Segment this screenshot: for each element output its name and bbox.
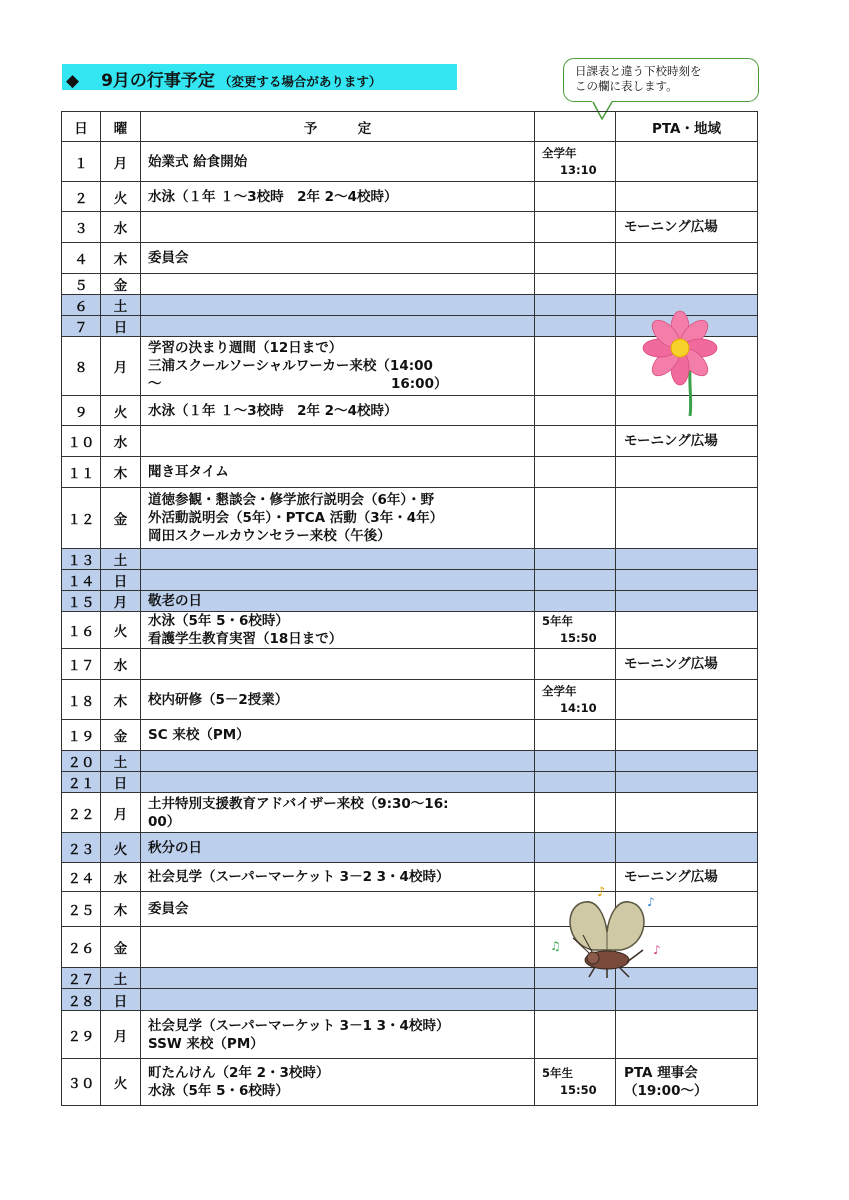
day-cell: １４ <box>62 570 101 591</box>
dismissal-time-cell <box>535 720 616 751</box>
event-cell <box>141 182 535 212</box>
pta-cell <box>616 612 758 649</box>
cell-line: 学習の決まり週間（12日まで） <box>148 340 343 356</box>
pta-cell <box>616 680 758 720</box>
dismissal-time-cell <box>535 570 616 591</box>
cell-line: 聞き耳タイム <box>148 464 229 480</box>
table-row <box>62 570 758 591</box>
weekday-cell: 金 <box>101 927 141 968</box>
pta-cell <box>616 649 758 680</box>
event-cell <box>141 316 535 337</box>
event-cell <box>141 720 535 751</box>
event-cell <box>141 892 535 927</box>
dismissal-time-cell <box>535 1011 616 1059</box>
pta-cell <box>616 142 758 182</box>
table-row <box>62 243 758 274</box>
pta-cell <box>616 591 758 612</box>
day-cell: ７ <box>62 316 101 337</box>
dismissal-time-cell <box>535 243 616 274</box>
weekday-cell: 月 <box>101 1011 141 1059</box>
svg-text:♫: ♫ <box>550 939 561 953</box>
cell-line: 町たんけん（2年 2・3校時） <box>148 1065 330 1081</box>
table-row <box>62 426 758 457</box>
pta-cell <box>616 243 758 274</box>
cell-line: 校内研修（5－2授業） <box>148 691 289 708</box>
event-cell <box>141 396 535 426</box>
weekday-cell: 金 <box>101 488 141 549</box>
weekday-cell: 火 <box>101 833 141 863</box>
weekday-cell: 金 <box>101 720 141 751</box>
day-cell: ３０ <box>62 1059 101 1106</box>
cell-line: ～ 16:00） <box>148 376 448 392</box>
pta-cell <box>616 989 758 1011</box>
weekday-cell: 水 <box>101 426 141 457</box>
diamond-icon: ◆ <box>66 71 80 91</box>
header-dow: 曜 <box>101 112 141 142</box>
day-cell: ２６ <box>62 927 101 968</box>
dismissal-time-cell <box>535 142 616 182</box>
day-cell: １７ <box>62 649 101 680</box>
cell-line: 水泳（１年 １～3校時 2年 2～4校時） <box>148 402 398 419</box>
cell-line: 5年生 <box>542 1066 574 1080</box>
table-row <box>62 457 758 488</box>
cell-line: 水泳（5年 5・6校時） <box>148 613 289 629</box>
cell-line: 5年年 <box>542 614 574 628</box>
table-row <box>62 793 758 833</box>
dismissal-time-cell <box>535 591 616 612</box>
event-cell <box>141 772 535 793</box>
pta-cell <box>616 488 758 549</box>
pta-cell <box>616 793 758 833</box>
pta-cell <box>616 751 758 772</box>
day-cell: １ <box>62 142 101 182</box>
cell-line: 13:10 <box>560 162 597 177</box>
title-note: （変更する場合があります） <box>218 74 382 89</box>
weekday-cell: 日 <box>101 772 141 793</box>
cell-line: モーニング広場 <box>624 219 718 235</box>
cell-line: モーニング広場 <box>624 656 718 672</box>
table-row <box>62 989 758 1011</box>
weekday-cell: 火 <box>101 612 141 649</box>
table-row <box>62 591 758 612</box>
title-main: 9月の行事予定 <box>101 71 215 91</box>
day-cell: ２５ <box>62 892 101 927</box>
event-cell <box>141 142 535 182</box>
weekday-cell: 火 <box>101 396 141 426</box>
weekday-cell: 月 <box>101 142 141 182</box>
weekday-cell: 木 <box>101 680 141 720</box>
event-cell <box>141 549 535 570</box>
header-time <box>535 112 616 142</box>
day-cell: ２８ <box>62 989 101 1011</box>
event-cell <box>141 591 535 612</box>
dismissal-time-cell <box>535 612 616 649</box>
cell-line: 14:10 <box>560 700 597 715</box>
pta-cell <box>616 426 758 457</box>
event-cell <box>141 680 535 720</box>
cricket-icon <box>545 880 670 980</box>
cell-line: 15:50 <box>560 1083 597 1097</box>
event-cell <box>141 968 535 989</box>
dismissal-time-cell <box>535 649 616 680</box>
dismissal-time-cell <box>535 337 616 396</box>
event-cell <box>141 212 535 243</box>
cell-line: 水泳（１年 １～3校時 2年 2～4校時） <box>148 188 398 205</box>
dismissal-time-cell <box>535 426 616 457</box>
weekday-cell: 日 <box>101 570 141 591</box>
event-cell <box>141 426 535 457</box>
cell-line: モーニング広場 <box>624 433 718 449</box>
day-cell: １５ <box>62 591 101 612</box>
day-cell: ２７ <box>62 968 101 989</box>
day-cell: ２３ <box>62 833 101 863</box>
weekday-cell: 土 <box>101 751 141 772</box>
day-cell: １９ <box>62 720 101 751</box>
table-row <box>62 182 758 212</box>
pta-cell <box>616 274 758 295</box>
cell-line: 00） <box>148 813 181 830</box>
cell-line: （19:00～） <box>624 1083 708 1099</box>
event-cell <box>141 989 535 1011</box>
cell-line: 道徳参観・懇談会・修学旅行説明会（6年）・野 <box>148 492 435 508</box>
dismissal-time-cell <box>535 793 616 833</box>
day-cell: １６ <box>62 612 101 649</box>
event-cell <box>141 457 535 488</box>
callout-line: この欄に表します。 <box>575 79 678 93</box>
table-row <box>62 1011 758 1059</box>
weekday-cell: 火 <box>101 1059 141 1106</box>
event-cell <box>141 751 535 772</box>
cell-line: 土井特別支援教育アドバイザー来校（9:30～16: <box>148 795 449 812</box>
cell-line: 始業式 給食開始 <box>148 153 248 170</box>
dismissal-time-cell <box>535 457 616 488</box>
day-cell: １８ <box>62 680 101 720</box>
table-row <box>62 720 758 751</box>
weekday-cell: 土 <box>101 549 141 570</box>
day-cell: １２ <box>62 488 101 549</box>
svg-text:♪: ♪ <box>597 885 606 900</box>
event-cell <box>141 570 535 591</box>
event-cell <box>141 927 535 968</box>
pta-cell <box>616 1011 758 1059</box>
dismissal-time-cell <box>535 316 616 337</box>
pta-cell <box>616 720 758 751</box>
dismissal-time-cell <box>535 274 616 295</box>
cell-line: PTA 理事会 <box>624 1065 698 1081</box>
day-cell: ２ <box>62 182 101 212</box>
dismissal-time-cell <box>535 680 616 720</box>
weekday-cell: 金 <box>101 274 141 295</box>
cell-line: 岡田スクールカウンセラー来校（午後） <box>148 528 391 544</box>
page-title <box>66 66 381 91</box>
cell-line: 三浦スクールソーシャルワーカー来校（14:00 <box>148 358 433 374</box>
event-cell <box>141 1011 535 1059</box>
day-cell: ２１ <box>62 772 101 793</box>
day-cell: １３ <box>62 549 101 570</box>
table-row <box>62 488 758 549</box>
cell-line: 水泳（5年 5・6校時） <box>148 1083 289 1099</box>
weekday-cell: 木 <box>101 243 141 274</box>
day-cell: ２９ <box>62 1011 101 1059</box>
pta-cell <box>616 212 758 243</box>
day-cell: ５ <box>62 274 101 295</box>
callout-line: 日課表と違う下校時刻を <box>575 64 702 78</box>
day-cell: ４ <box>62 243 101 274</box>
event-cell <box>141 488 535 549</box>
day-cell: ２４ <box>62 863 101 892</box>
table-row <box>62 1059 758 1106</box>
day-cell: ２２ <box>62 793 101 833</box>
cell-line: 社会見学（スーパーマーケット 3－1 3・4校時） <box>148 1017 450 1034</box>
weekday-cell: 木 <box>101 457 141 488</box>
table-row <box>62 549 758 570</box>
cell-line: 秋分の日 <box>148 839 202 856</box>
event-cell <box>141 295 535 316</box>
dismissal-time-cell <box>535 488 616 549</box>
cell-line: SSW 来校（PM） <box>148 1035 264 1052</box>
day-cell: ６ <box>62 295 101 316</box>
cell-line: 社会見学（スーパーマーケット 3－2 3・4校時） <box>148 869 450 885</box>
weekday-cell: 水 <box>101 649 141 680</box>
table-row <box>62 274 758 295</box>
weekday-cell: 月 <box>101 591 141 612</box>
weekday-cell: 火 <box>101 182 141 212</box>
weekday-cell: 月 <box>101 337 141 396</box>
table-row <box>62 772 758 793</box>
day-cell: １０ <box>62 426 101 457</box>
day-cell: １１ <box>62 457 101 488</box>
pta-cell <box>616 570 758 591</box>
event-cell <box>141 337 535 396</box>
dismissal-time-cell <box>535 295 616 316</box>
dismissal-time-cell <box>535 549 616 570</box>
cell-line: 委員会 <box>148 901 189 917</box>
cell-line: モーニング広場 <box>624 869 718 885</box>
header-pta: PTA・地域 <box>616 112 758 142</box>
pta-cell <box>616 833 758 863</box>
day-cell: ２０ <box>62 751 101 772</box>
table-row <box>62 833 758 863</box>
pta-cell <box>616 457 758 488</box>
dismissal-time-cell <box>535 989 616 1011</box>
cell-line: 全学年 <box>542 683 577 698</box>
cell-line: 全学年 <box>542 145 577 160</box>
weekday-cell: 水 <box>101 863 141 892</box>
dismissal-time-cell <box>535 833 616 863</box>
weekday-cell: 土 <box>101 968 141 989</box>
svg-text:♪: ♪ <box>647 895 655 909</box>
header-event: 予 定 <box>141 112 535 142</box>
dismissal-time-cell <box>535 396 616 426</box>
cell-line: SC 来校（PM） <box>148 727 250 743</box>
dismissal-time-cell <box>535 772 616 793</box>
cell-line: 外活動説明会（5年）・PTCA 活動（3年・4年） <box>148 510 444 526</box>
day-cell: ９ <box>62 396 101 426</box>
table-row <box>62 751 758 772</box>
event-cell <box>141 833 535 863</box>
table-row <box>62 142 758 182</box>
event-cell <box>141 274 535 295</box>
cell-line: 15:50 <box>560 631 597 645</box>
event-cell <box>141 863 535 892</box>
event-cell <box>141 649 535 680</box>
dismissal-time-cell <box>535 212 616 243</box>
weekday-cell: 木 <box>101 892 141 927</box>
event-cell <box>141 793 535 833</box>
pta-cell <box>616 772 758 793</box>
pta-cell <box>616 1059 758 1106</box>
day-cell: ３ <box>62 212 101 243</box>
cell-line: 看護学生教育実習（18日まで） <box>148 631 343 647</box>
weekday-cell: 日 <box>101 316 141 337</box>
cell-line: 委員会 <box>148 250 189 266</box>
event-cell <box>141 612 535 649</box>
header-day: 日 <box>62 112 101 142</box>
dismissal-time-cell <box>535 1059 616 1106</box>
cell-line: 敬老の日 <box>148 593 202 609</box>
pta-cell <box>616 182 758 212</box>
weekday-cell: 水 <box>101 212 141 243</box>
weekday-cell: 日 <box>101 989 141 1011</box>
pta-cell <box>616 549 758 570</box>
table-row <box>62 649 758 680</box>
weekday-cell: 月 <box>101 793 141 833</box>
event-cell <box>141 1059 535 1106</box>
table-row <box>62 212 758 243</box>
dismissal-time-cell <box>535 182 616 212</box>
cosmos-flower-icon <box>640 310 720 420</box>
table-row <box>62 680 758 720</box>
dismissal-time-cell <box>535 751 616 772</box>
day-cell: ８ <box>62 337 101 396</box>
table-header <box>62 112 758 142</box>
event-cell <box>141 243 535 274</box>
svg-text:♪: ♪ <box>653 943 661 957</box>
callout-note <box>563 58 759 102</box>
weekday-cell: 土 <box>101 295 141 316</box>
table-row <box>62 612 758 649</box>
